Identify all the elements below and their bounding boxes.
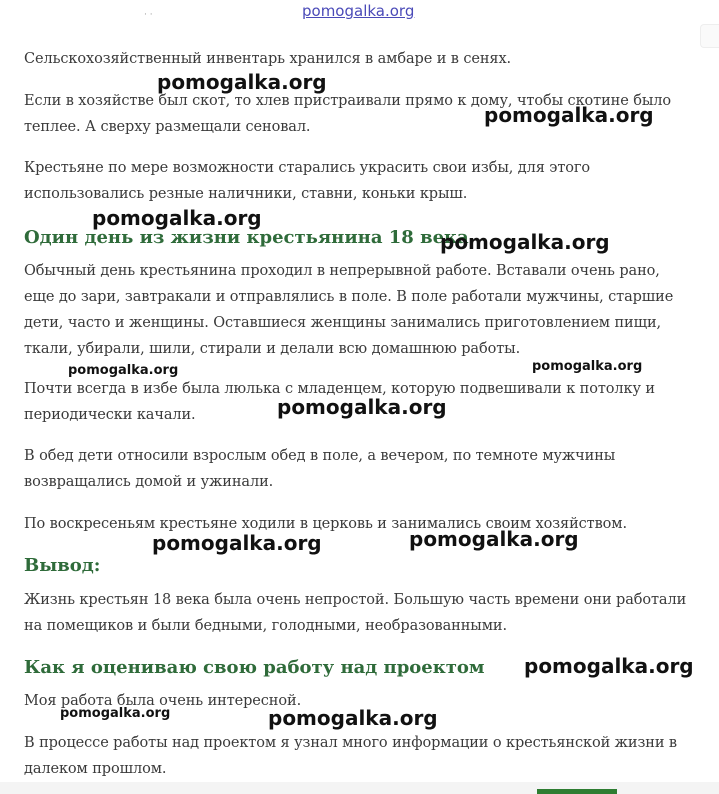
- watermark: pomogalka.org: [60, 706, 171, 721]
- top-watermark: pomogalka.org: [302, 2, 415, 20]
- watermark: pomogalka.org: [409, 527, 579, 551]
- watermark: pomogalka.org: [277, 395, 447, 419]
- paragraph-tools: Сельскохозяйственный инвентарь хранился в амбаре и в сенях.: [24, 51, 512, 67]
- watermark: pomogalka.org: [152, 531, 322, 555]
- paragraph-learned: В процессе работы над проектом я узнал много информации о крестьянской жизни в далеком прошлом.: [24, 735, 677, 777]
- watermark: pomogalka.org: [532, 359, 643, 374]
- watermark: pomogalka.org: [440, 230, 610, 254]
- heading-one-day: Один день из жизни крестьянина 18 века: [24, 227, 469, 248]
- watermark: pomogalka.org: [524, 654, 694, 678]
- bottom-button[interactable]: [537, 789, 617, 794]
- paragraph-livestock: Если в хозяйстве был скот, то хлев пристраивали прямо к дому, чтобы скотине было теплее. А сверху размещали сеновал.: [24, 93, 672, 135]
- watermark: pomogalka.org: [68, 363, 179, 378]
- watermark: pomogalka.org: [268, 706, 438, 730]
- watermark: pomogalka.org: [92, 206, 262, 230]
- heading-self-assessment: Как я оцениваю свою работу над проектом: [24, 657, 485, 678]
- top-dots: · ·: [144, 10, 153, 20]
- paragraph-conclusion: Жизнь крестьян 18 века была очень непростой. Большую часть времени они работали на помещиков и были бедными, голодными, необразованными.: [24, 592, 687, 634]
- paragraph-sunday: По воскресеньям крестьяне ходили в церковь и занимались своим хозяйством.: [24, 516, 627, 532]
- paragraph-cradle: Почти всегда в избе была люлька с младенцем, которую подвешивали к потолку и периодически качали.: [24, 381, 655, 423]
- paragraph-decoration: Крестьяне по мере возможности старались украсить свои избы, для этого использовались резные наличники, ставни, коньки крыш.: [24, 160, 591, 202]
- corner-widget[interactable]: [700, 24, 719, 48]
- watermark: pomogalka.org: [484, 103, 654, 127]
- heading-conclusion: Вывод:: [24, 555, 101, 576]
- paragraph-interesting: Моя работа была очень интересной.: [24, 693, 302, 709]
- paragraph-lunch: В обед дети относили взрослым обед в поле, а вечером, по темноте мужчины возвращались домой и ужинали.: [24, 448, 616, 490]
- paragraph-daily-work: Обычный день крестьянина проходил в непрерывной работе. Вставали очень рано, еще до зари, завтракали и отправлялись в поле. В поле работали мужчины, старшие дети, часто и женщины. Оставшиеся женщины занимались приготовлением пищи, ткали, убирали, шили, стирали и делали всю домашнюю работы.: [24, 263, 674, 357]
- watermark: pomogalka.org: [157, 70, 327, 94]
